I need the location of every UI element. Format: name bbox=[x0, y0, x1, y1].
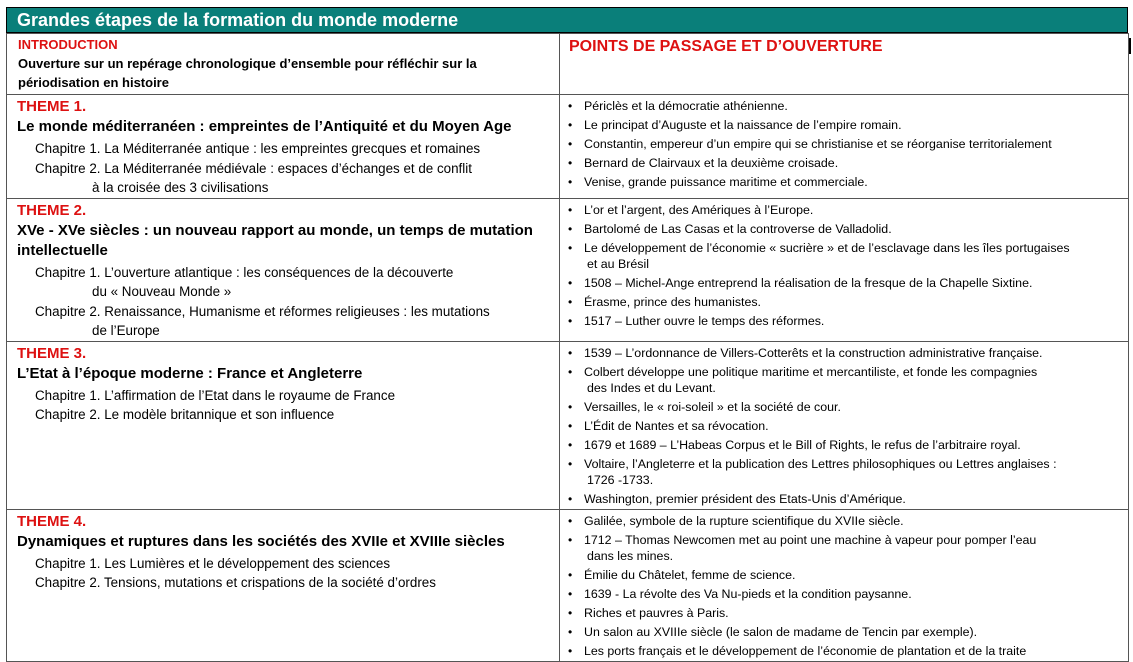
intro-cell bbox=[7, 34, 560, 95]
list-item: • Le principat d’Auguste et la naissance de l’empire romain. bbox=[568, 118, 902, 132]
bullet-icon: • bbox=[568, 532, 573, 547]
bullet-icon: • bbox=[568, 156, 573, 170]
points-cell bbox=[560, 341, 1129, 509]
bullet-icon: • bbox=[568, 294, 573, 309]
list-item: • Bartolomé de Las Casas et la controverse de Valladolid. bbox=[568, 221, 892, 236]
list-item: • Galilée, symbole de la rupture scientifique du XVIIe siècle. bbox=[568, 513, 904, 528]
theme-cell bbox=[7, 341, 560, 509]
theme-cell bbox=[7, 95, 560, 199]
list-item: • Le développement de l’économie « sucrière » et de l’esclavage dans les îles portugaises et au Brésil bbox=[568, 240, 1070, 271]
theme-title: L’Etat à l’époque moderne : France et Angleterre bbox=[17, 364, 363, 382]
theme-label: THEME 4. bbox=[17, 512, 87, 530]
list-item: • Voltaire, l’Angleterre et la publication des Lettres philosophiques ou Lettres anglaises : 1726 -1733. bbox=[568, 456, 1057, 487]
bullet-icon: • bbox=[568, 202, 573, 217]
chapter-item: Chapitre 2. Renaissance, Humanisme et réformes religieuses : les mutations de l’Europe bbox=[35, 303, 490, 338]
bullet-icon: • bbox=[568, 437, 573, 452]
theme-label: THEME 2. bbox=[17, 201, 87, 219]
chapter-item: Chapitre 2. Tensions, mutations et crispations de la société d’ordres bbox=[35, 575, 436, 590]
theme-title: XVe - XVe siècles : un nouveau rapport au monde, un temps de mutation intellectuelle bbox=[17, 221, 533, 259]
theme-row bbox=[7, 95, 1129, 199]
theme-title: Dynamiques et ruptures dans les sociétés des XVIIe et XVIIIe siècles bbox=[17, 532, 505, 550]
points-cell bbox=[560, 95, 1129, 199]
list-item: • Un salon au XVIIIe siècle (le salon de madame de Tencin par exemple). bbox=[568, 624, 978, 639]
bullet-icon: • bbox=[568, 586, 573, 601]
header-bar bbox=[6, 7, 1128, 33]
list-item: • Colbert développe une politique maritime et mercantiliste, et fonde les compagnies des Indes et du Levant. bbox=[568, 364, 1038, 395]
list-item: • Versailles, le « roi-soleil » et la société de cour. bbox=[568, 399, 841, 414]
theme-label: THEME 1. bbox=[17, 98, 87, 115]
theme-cell bbox=[7, 509, 560, 661]
list-item: • 1712 – Thomas Newcomen met au point une machine à vapeur pour pomper l’eau dans les mines. bbox=[568, 532, 1037, 563]
chapter-item: Chapitre 1. L’ouverture atlantique : les conséquences de la découverte du « Nouveau Monde » bbox=[35, 264, 454, 299]
chapter-item: Chapitre 1. La Méditerranée antique : les empreintes grecques et romaines bbox=[35, 141, 481, 156]
list-item: • Washington, premier président des Etats-Unis d’Amérique. bbox=[568, 491, 906, 506]
chapter-item: Chapitre 2. Le modèle britannique et son influence bbox=[35, 407, 335, 422]
theme-cell bbox=[7, 198, 560, 341]
list-item: • L’or et l’argent, des Amériques à l’Europe. bbox=[568, 202, 814, 217]
chapter-item: Chapitre 1. Les Lumières et le développement des sciences bbox=[35, 555, 391, 571]
chapter-item: Chapitre 1. L’affirmation de l’Etat dans le royaume de France bbox=[35, 387, 396, 403]
ppo-heading: POINTS DE PASSAGE ET D’OUVERTURE bbox=[569, 38, 883, 55]
list-item: • Constantin, empereur d’un empire qui se christianise et se réorganise territorialement bbox=[568, 137, 1052, 151]
bullet-icon: • bbox=[568, 491, 573, 506]
bullet-icon: • bbox=[568, 175, 573, 189]
list-item: • Les ports français et le développement de l’économie de plantation et de la traite bbox=[568, 643, 1027, 658]
list-item: • 1517 – Luther ouvre le temps des réformes. bbox=[568, 313, 825, 328]
ppo-heading-cell bbox=[560, 34, 1129, 95]
bullet-icon: • bbox=[568, 99, 573, 113]
list-item: • 1639 - La révolte des Va Nu-pieds et la condition paysanne. bbox=[568, 586, 912, 601]
bullet-icon: • bbox=[568, 221, 573, 236]
bullet-icon: • bbox=[568, 345, 573, 360]
chapter-item: Chapitre 2. La Méditerranée médiévale : espaces d’échanges et de conflit à la croisée des 3 civilisations bbox=[35, 160, 472, 195]
points-cell bbox=[560, 509, 1129, 661]
intro-label: INTRODUCTION bbox=[18, 37, 118, 52]
bullet-icon: • bbox=[568, 240, 573, 255]
bullet-icon: • bbox=[568, 624, 573, 639]
theme-row bbox=[7, 198, 1129, 341]
theme-row bbox=[7, 341, 1129, 509]
intro-row bbox=[7, 34, 1129, 95]
list-item: • Riches et pauvres à Paris. bbox=[568, 605, 729, 620]
points-list bbox=[560, 97, 1128, 192]
list-item: • L’Édit de Nantes et sa révocation. bbox=[568, 418, 769, 433]
theme-label: THEME 3. bbox=[17, 344, 87, 362]
list-item: • Érasme, prince des humanistes. bbox=[568, 294, 761, 309]
bullet-icon: • bbox=[568, 313, 573, 328]
list-item: • Bernard de Clairvaux et la deuxième croisade. bbox=[568, 156, 839, 170]
list-item: • 1539 – L’ordonnance de Villers-Cotterêts et la construction administrative française. bbox=[568, 345, 1043, 360]
curriculum-table bbox=[6, 33, 1129, 662]
bullet-icon: • bbox=[568, 456, 573, 471]
theme-title: Le monde méditerranéen : empreintes de l’Antiquité et du Moyen Age bbox=[17, 118, 512, 135]
text-cursor bbox=[1129, 38, 1131, 54]
intro-text: Ouverture sur un repérage chronologique d’ensemble pour réfléchir sur la périodisation en histoire bbox=[18, 56, 477, 90]
list-item: • 1508 – Michel-Ange entreprend la réalisation de la fresque de la Chapelle Sixtine. bbox=[568, 275, 1033, 290]
bullet-icon: • bbox=[568, 418, 573, 433]
bullet-icon: • bbox=[568, 567, 573, 582]
list-item: • Venise, grande puissance maritime et commerciale. bbox=[568, 175, 868, 189]
points-list bbox=[560, 344, 1128, 509]
bullet-icon: • bbox=[568, 643, 573, 658]
list-item: • Émilie du Châtelet, femme de science. bbox=[568, 567, 796, 582]
points-list bbox=[560, 201, 1128, 331]
bullet-icon: • bbox=[568, 137, 573, 151]
theme-row bbox=[7, 509, 1129, 661]
points-list bbox=[560, 512, 1128, 661]
bullet-icon: • bbox=[568, 118, 573, 132]
bullet-icon: • bbox=[568, 275, 573, 290]
list-item: • 1679 et 1689 – L’Habeas Corpus et le Bill of Rights, le refus de l’arbitraire royal. bbox=[568, 437, 1021, 452]
bullet-icon: • bbox=[568, 399, 573, 414]
bullet-icon: • bbox=[568, 364, 573, 379]
points-cell bbox=[560, 198, 1129, 341]
list-item: • Périclès et la démocratie athénienne. bbox=[568, 99, 788, 113]
page-title: Grandes étapes de la formation du monde moderne bbox=[17, 10, 459, 30]
bullet-icon: • bbox=[568, 513, 573, 528]
bullet-icon: • bbox=[568, 605, 573, 620]
